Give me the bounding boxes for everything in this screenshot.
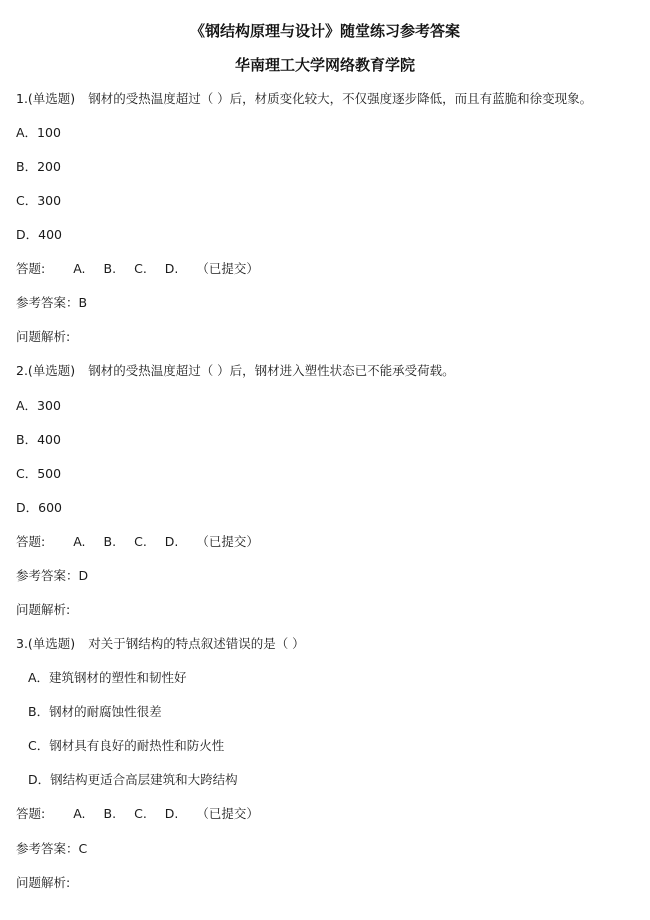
answer-label: 答题: [16,261,46,276]
question-2-option-a: A．300 [16,398,61,413]
question-3-analysis: 问题解析: [16,875,71,890]
answer-option-d[interactable]: D. [164,534,179,549]
question-3-option-c: C．钢材具有良好的耐热性和防火性 [28,738,225,753]
answer-label: 答题: [16,806,46,821]
submitted-status: （已提交） [196,261,259,276]
question-3-option-d: D．钢结构更适合高层建筑和大跨结构 [28,772,238,787]
question-1-analysis: 问题解析: [16,329,71,344]
question-3-option-a: A．建筑钢材的塑性和韧性好 [28,670,187,685]
answer-option-b[interactable]: B. [103,534,117,549]
question-1-answer-row [16,260,259,278]
question-3-option-b: B．钢材的耐腐蚀性很差 [28,704,162,719]
reference-answer-label: 参考答案： [16,295,79,310]
question-1-prefix: 1.(单选题) [16,91,76,106]
question-3 [16,635,305,653]
answer-option-a[interactable]: A. [73,806,86,821]
question-2 [16,362,455,380]
question-1-option-d: D．400 [16,227,62,242]
document-title: 《钢结构原理与设计》随堂练习参考答案 [189,22,460,40]
question-1-option-a: A．100 [16,125,61,140]
question-1-option-b: B．200 [16,159,61,174]
reference-answer-label: 参考答案： [16,568,79,583]
reference-answer-label: 参考答案： [16,841,79,856]
question-3-reference-answer [16,840,87,858]
answer-option-a[interactable]: A. [73,261,86,276]
question-1-reference-answer [16,294,87,312]
submitted-status: （已提交） [196,806,259,821]
question-1-text: 钢材的受热温度超过（ ）后，材质变化较大，不仅强度逐步降低，而且有蓝脆和徐变现象。 [88,91,593,106]
reference-answer-value: D [78,568,89,583]
reference-answer-value: B [78,295,88,310]
question-2-prefix: 2.(单选题) [16,363,76,378]
question-3-prefix: 3.(单选题) [16,636,76,651]
question-2-option-b: B．400 [16,432,61,447]
answer-option-d[interactable]: D. [164,261,179,276]
question-3-answer-row [16,805,259,823]
answer-option-d[interactable]: D. [164,806,179,821]
question-2-text: 钢材的受热温度超过（ ）后，钢材进入塑性状态已不能承受荷载。 [88,363,455,378]
question-1-option-c: C．300 [16,193,62,208]
answer-label: 答题: [16,534,46,549]
answer-option-c[interactable]: C. [134,806,147,821]
question-3-text: 对关于钢结构的特点叙述错误的是（ ） [88,636,305,651]
answer-option-a[interactable]: A. [73,534,86,549]
answer-option-c[interactable]: C. [134,261,147,276]
question-2-option-d: D．600 [16,500,62,515]
answer-option-b[interactable]: B. [103,261,117,276]
submitted-status: （已提交） [196,534,259,549]
question-1 [16,90,592,108]
question-2-analysis: 问题解析: [16,602,71,617]
answer-option-b[interactable]: B. [103,806,117,821]
answer-option-c[interactable]: C. [134,534,147,549]
question-2-option-c: C．500 [16,466,62,481]
reference-answer-value: C [78,841,88,856]
document-subtitle: 华南理工大学网络教育学院 [234,56,415,74]
question-2-answer-row [16,533,259,551]
question-2-reference-answer [16,567,88,585]
